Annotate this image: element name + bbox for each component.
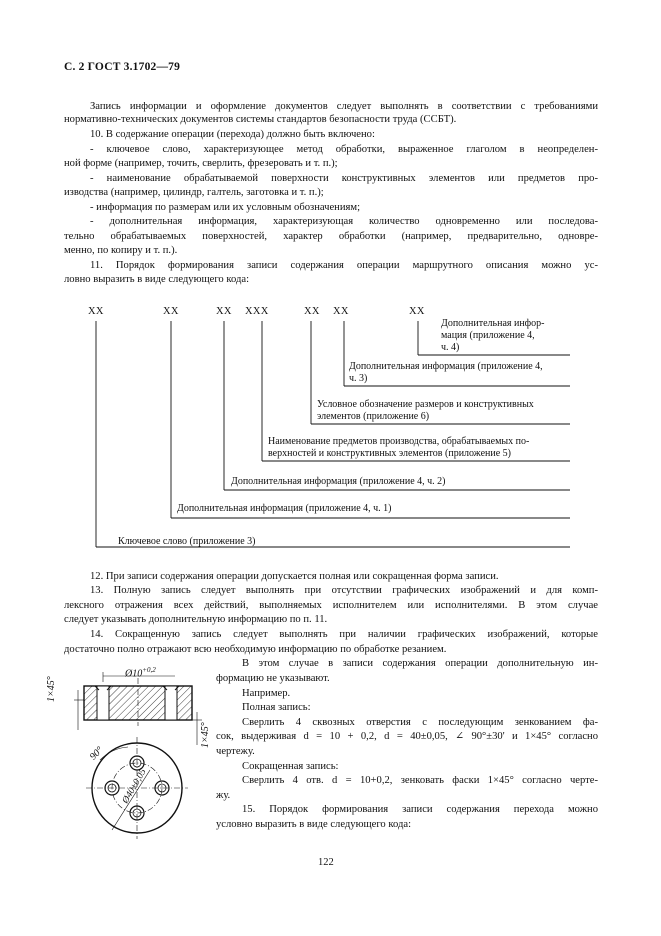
code-label: Дополнительная информация (приложение 4, ч. 2) [231, 476, 446, 487]
text-line: лексного отражения всех действий, выполняемых исполнителем или исполнителями. В этом случае [64, 600, 598, 611]
code-xxx: ХХХ [245, 306, 269, 317]
text-line: формацию не указывают. [216, 673, 330, 684]
text-line: сок, выдерживая d = 10 + 0,2, d = 40±0,05, ∠ 90°±30' и 1×45° согласно [216, 731, 598, 742]
code-label: ч. 3) [349, 373, 368, 384]
text-line: ной форме (например, точить, сверлить, фрезеровать и т. п.); [64, 158, 338, 169]
code-xx-4: ХХ [304, 306, 320, 317]
code-label: Дополнительная инфор- [441, 318, 545, 329]
page-number: 122 [318, 857, 334, 868]
text-line: Например. [242, 688, 291, 699]
text-line: жу. [216, 790, 231, 801]
text-line: - ключевое слово, характеризующее метод обработки, выраженное глаголом в неопределен- [90, 144, 598, 155]
text-line: Сокращенная запись: [242, 761, 339, 772]
code-xx-1: ХХ [88, 306, 104, 317]
text-line: Сверлить 4 отв. d = 10+0,2, зенковать фаски 1×45° согласно черте- [242, 775, 598, 786]
text-line: 10. В содержание операции (перехода) должно быть включено: [90, 129, 375, 140]
text-line: - наименование обрабатываемой поверхности конструктивных элементов или предметов про- [90, 173, 598, 184]
text-line: Полная запись: [242, 702, 311, 713]
code-label: Условное обозначение размеров и конструктивных [317, 399, 534, 410]
text-line: 14. Сокращенную запись следует выполнять при наличии графических изображений, которые [90, 629, 598, 640]
code-xx-6: ХХ [409, 306, 425, 317]
code-label: Наименование предметов производства, обрабатываемых по- [268, 436, 530, 447]
text-line: - дополнительная информация, характеризующая количество одновременно или последова- [90, 216, 598, 227]
code-xx-5: ХХ [333, 306, 349, 317]
code-label: верхностей и конструктивных элементов (приложение 5) [268, 448, 511, 459]
dim-chamfer-left: 1×45° [46, 676, 57, 702]
text-line: следует указывать дополнительную информацию по п. 11. [64, 614, 328, 625]
text-line: В этом случае в записи содержания операции дополнительную ин- [242, 658, 598, 669]
text-line: 12. При записи содержания операции допускается полная или сокращенная форма записи. [90, 571, 499, 582]
text-line: 15. Порядок формирования записи содержания перехода можно [242, 804, 598, 815]
text-line: менно, по копиру и т. п.). [64, 245, 178, 256]
dim-angle: 90° [87, 744, 106, 763]
text-line: тельно обрабатываемых поверхностей, характер обработки (например, предварительно, одновре- [64, 231, 598, 242]
code-label: Ключевое слово (приложение 3) [118, 536, 256, 547]
code-xx-2: ХХ [163, 306, 179, 317]
dim-hole: $Ø10^{+0,2}$ [125, 666, 156, 680]
code-label: Дополнительная информация (приложение 4, ч. 1) [177, 503, 392, 514]
text-line: изводства (например, цилиндр, галтель, заготовка и т. п.); [64, 187, 324, 198]
text-line: 13. Полную запись следует выполнять при отсутствии графических изображений и для комп- [90, 585, 598, 596]
dim-circle: Ø40±0,05 [120, 767, 149, 806]
code-label: мация (приложение 4, [441, 330, 535, 341]
page-header: С. 2 ГОСТ 3.1702—79 [64, 61, 181, 73]
dim-chamfer-right: 1×45° [200, 722, 211, 748]
text-line: Запись информации и оформление документов следует выполнять в соответствии с требованиями [90, 101, 598, 112]
text-line: ловно выразить в виде следующего кода: [64, 274, 250, 285]
text-line: достаточно полно отражают всю необходимую информацию по обработке резанием. [64, 644, 447, 655]
text-line: Сверлить 4 сквозных отверстия с последующим зенкованием фа- [242, 717, 598, 728]
code-xx-3: ХХ [216, 306, 232, 317]
text-line: условно выразить в виде следующего кода: [216, 819, 412, 830]
text-line: - информация по размерам или их условным обозначениям; [90, 202, 361, 213]
code-label: ч. 4) [441, 342, 460, 353]
code-label: Дополнительная информация (приложение 4, [349, 361, 543, 372]
text-line: 11. Порядок формирования записи содержания операции маршрутного описания можно ус- [90, 260, 598, 271]
text-line: нормативно-технических документов системы стандартов безопасности труда (ССБТ). [64, 114, 457, 125]
text-line: чертежу. [216, 746, 255, 757]
code-label: элементов (приложение 6) [317, 411, 430, 422]
